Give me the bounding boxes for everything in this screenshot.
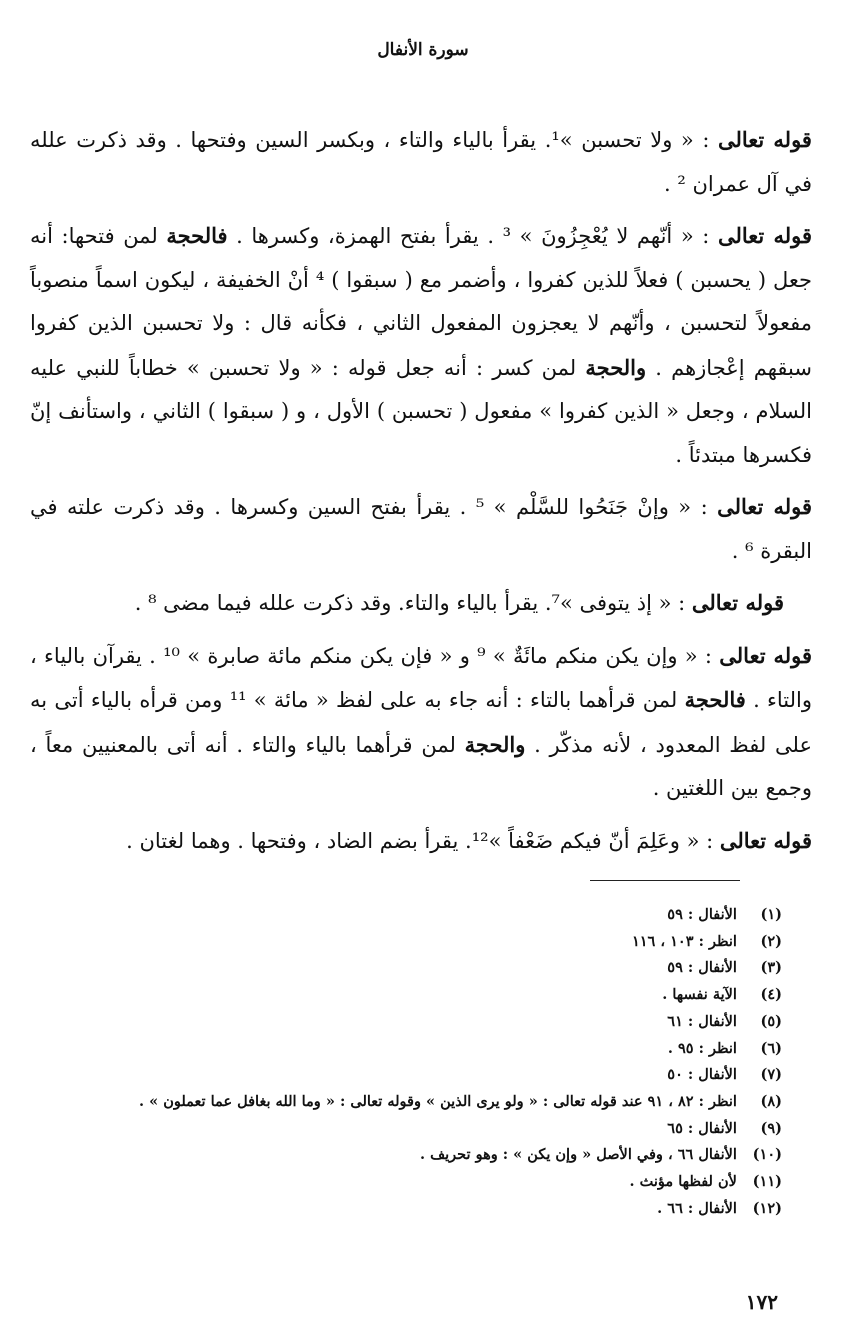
- verse-lead: قوله تعالى: [691, 590, 784, 615]
- footnote-text: انظر : ٩٥ .: [667, 1039, 737, 1057]
- footnote-divider: [590, 880, 740, 881]
- footnote-number: (٢): [760, 932, 782, 950]
- footnote: [42, 982, 782, 1009]
- paragraph-text: : « وإنْ جَنَحُوا للسَّلْم » ⁵ . يقرأ بفتح السين وكسرها . وقد ذكرت علته في البقرة ⁶ .: [30, 495, 812, 563]
- footnote: [42, 1196, 782, 1223]
- footnote-text: انظر : ٨٢ ، ٩١ عند قوله تعالى : « ولو يرى الذين » وقوله تعالى : « وما الله بغافل عما تعملون » .: [139, 1092, 737, 1110]
- paragraph-text: : « أنّهم لا يُعْجِزُونَ » ³ . يقرأ بفتح الهمزة، وكسرها .: [227, 224, 718, 248]
- footnote-text: الآية نفسها .: [662, 986, 737, 1004]
- footnotes-list: [42, 902, 782, 1222]
- footnote-text: لأن لفظها مؤنث .: [629, 1173, 737, 1191]
- paragraph-1: [30, 118, 812, 206]
- footnote-text: انظر : ١٠٣ ، ١١٦: [631, 932, 737, 950]
- footnote-number: (١٠): [752, 1146, 782, 1164]
- paragraph-text: : « ولا تحسبن »¹. يقرأ بالياء والتاء ، وبكسر السين وفتحها . وقد ذكرت علله في آل عمران ² .: [30, 128, 812, 196]
- paragraph-3: [30, 485, 812, 573]
- footnote-number: (٦): [760, 1039, 782, 1057]
- footnote: [42, 1036, 782, 1063]
- footnote-text: الأنفال : ٥٩: [667, 906, 737, 923]
- footnote: [42, 1116, 782, 1143]
- paragraph-text: لمن فتحها: أنه جعل ( يحسبن ) فعلاً للذين كفروا ، وأضمر مع ( سبقوا ) ⁴ أنْ الخفيفة ، ليكون اسماً منصوباً مفعولاً لتحسبن ، وأنّهم لا يعجزون المفعول الثاني ، فكأنه قال : ولا تحسبن الذين كفروا سبقهم إعْجازهم .: [30, 224, 812, 380]
- verse-lead: قوله تعالى: [717, 223, 812, 248]
- footnote-text: الأنفال : ٦١: [667, 1012, 737, 1030]
- argument-keyword: والحجة: [464, 731, 526, 757]
- footnote-text: الأنفال : ٦٦ .: [657, 1199, 737, 1217]
- paragraph-text: : « وعَلِمَ أنّ فيكم ضَعْفاً »¹². يقرأ بضم الضاد ، وفتحها . وهما لغتان .: [126, 828, 720, 853]
- page-number: ١٧٢: [745, 1290, 778, 1314]
- paragraph-6: [30, 819, 812, 864]
- footnote-number: (٨): [760, 1092, 782, 1110]
- verse-lead: قوله تعالى: [719, 827, 812, 853]
- paragraph-2: [30, 214, 812, 477]
- verse-lead: قوله تعالى: [717, 127, 812, 152]
- footnote-number: (٤): [760, 986, 782, 1004]
- paragraph-text: لمن كسر : أنه جعل قوله : « ولا تحسبن » خطاباً للنبي عليه السلام ، وجعل « الذين كفروا » مفعول ( تحسبن ) الأول ، و ( سبقوا ) الثاني ، واستأنف إنّ فكسرها مبتدئاً .: [30, 355, 812, 467]
- footnote: [42, 902, 782, 929]
- footnote-text: الأنفال : ٦٥: [667, 1119, 737, 1137]
- paragraph-text: : « وإن يكن منكم مائَةٌ » ⁹ و « فإن يكن منكم مائة صابرة » ¹⁰ . يقرآن بالياء ، والتاء .: [30, 643, 812, 712]
- argument-keyword: والحجة: [585, 354, 647, 380]
- footnote-text: الأنفال : ٥٩: [667, 959, 737, 977]
- argument-keyword: فالحجة: [166, 223, 228, 248]
- paragraph-4: [30, 581, 812, 626]
- footnote-number: (٣): [760, 959, 782, 977]
- footnote: [42, 955, 782, 982]
- footnote-number: (٩): [760, 1119, 782, 1137]
- footnote: [42, 1142, 782, 1169]
- page-header-surah-title: سورة الأنفال: [377, 40, 469, 60]
- paragraph-text: لمن قرأهما بالياء والتاء . أنه أتى بالمعنيين معاً ، وجمع بين اللغتين .: [30, 732, 812, 800]
- footnote-number: (٧): [760, 1066, 782, 1084]
- footnote-number: (١): [760, 906, 782, 923]
- footnote: [42, 1062, 782, 1089]
- verse-lead: قوله تعالى: [717, 494, 812, 519]
- footnote-text: الأنفال : ٥٠: [667, 1066, 737, 1084]
- footnote: [42, 1009, 782, 1036]
- footnote: [42, 1169, 782, 1196]
- paragraph-text: لمن قرأهما بالتاء : أنه جاء به على لفظ « مائة » ¹¹ ومن قرأه بالياء أتى به على لفظ المعدود ، لأنه مذكّر .: [30, 688, 812, 757]
- footnote: [42, 1089, 782, 1116]
- footnote: [42, 929, 782, 956]
- paragraph-text: : « إذ يتوفى »⁷. يقرأ بالياء والتاء. وقد ذكرت علله فيما مضى ⁸ .: [134, 591, 692, 615]
- footnote-number: (٥): [760, 1012, 782, 1030]
- footnote-number: (١١): [752, 1173, 782, 1191]
- paragraph-5: [30, 634, 812, 811]
- verse-lead: قوله تعالى: [719, 642, 812, 668]
- main-text: [30, 118, 812, 871]
- footnote-text: الأنفال ٦٦ ، وفي الأصل « وإن يكن » : وهو تحريف .: [420, 1146, 737, 1164]
- footnote-number: (١٢): [752, 1199, 782, 1217]
- argument-keyword: فالحجة: [684, 687, 746, 712]
